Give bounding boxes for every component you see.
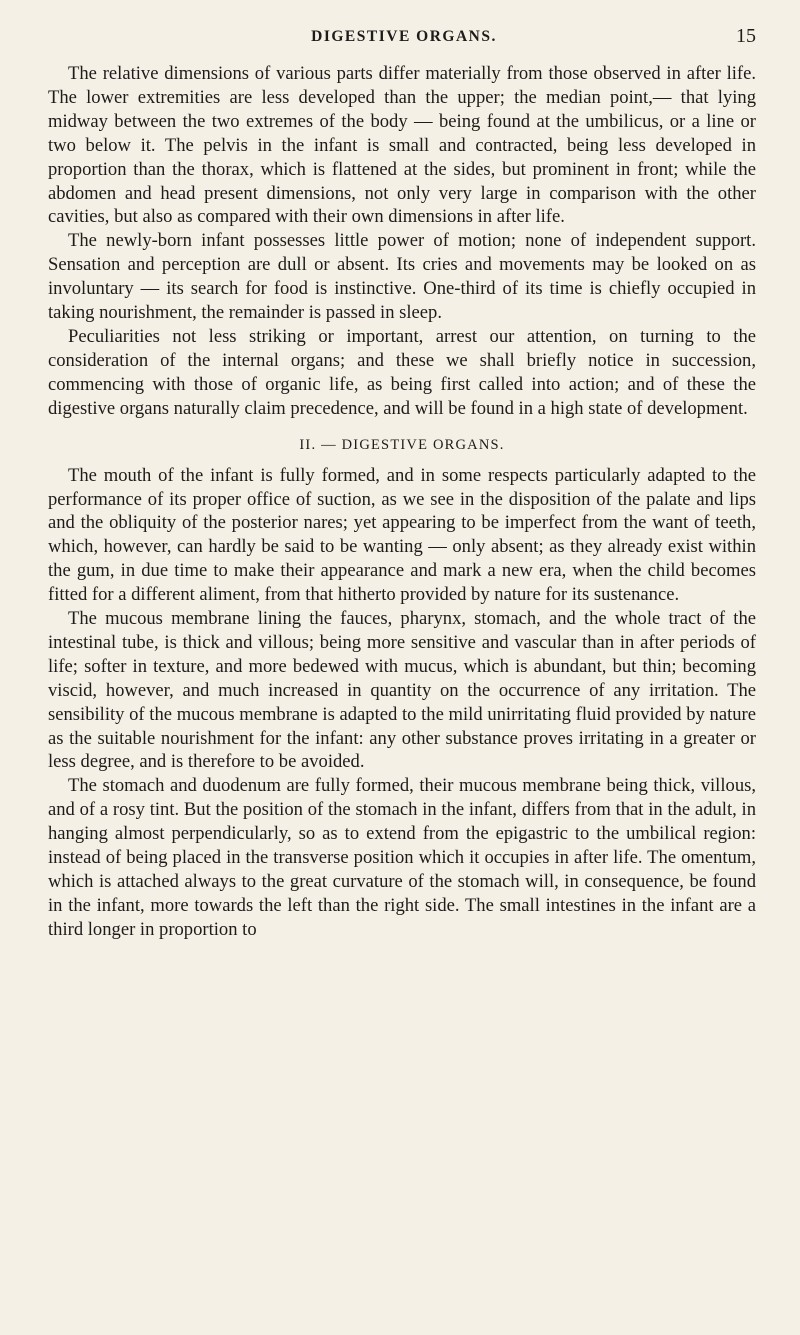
section-heading: II. — DIGESTIVE ORGANS. [299,436,505,453]
paragraph: The mucous membrane lining the fauces, pharynx, stomach, and the whole tract of the intestinal tube, is thick and villous; being more sensitive and vascular than in after periods of life; softer in texture, and more bedewed with mucus, which is abundant, but thin; becoming viscid, however, and much increased in quantity on the occurrence of any irritation. The sensibility of the mucous membrane is adapted to the mild unirritating fluid provided by nature as the suitable nourishment for the infant: any other substance proves irritating in a greater or less degree, and is therefore to be avoided. [48,608,756,773]
running-head [52,25,756,62]
body-text [48,62,756,942]
paragraph: The newly-born infant possesses little power of motion; none of independent support. Sensation and perception are dull or absent. Its cries and movements may be looked on as involuntary — its search for food is instinctive. One-third of its time is chiefly occupied in taking nourishment, the remainder is passed in sleep. [48,230,756,324]
running-title: DIGESTIVE ORGANS. [311,28,497,45]
paragraph: The stomach and duodenum are fully formed, their mucous membrane being thick, villous, and of a rosy tint. But the position of the stomach in the infant, differs from that in the adult, in hanging almost perpendicularly, so as to extend from the epigastric to the umbilical region: instead of being placed in the transverse position which it occupies in after life. The omentum, which is attached always to the great curvature of the stomach will, in consequence, be found in the infant, more towards the left than the right side. The small intestines in the infant are a third longer in proportion to [48,775,756,940]
paragraph: Peculiarities not less striking or important, arrest our attention, on turning to the consideration of the internal organs; and these we shall briefly notice in succession, commencing with those of organic life, as being first called into action; and of these the digestive organs naturally claim precedence, and will be found in a high state of development. [48,325,756,419]
page-number: 15 [736,25,756,47]
paragraph: The mouth of the infant is fully formed, and in some respects particularly adapted to the performance of its proper office of suction, as we see in the disposition of the palate and lips and the obliquity of the posterior nares; yet appearing to be imperfect from the want of teeth, which, however, can hardly be said to be wanting — only absent; as they already exist within the gum, in due time to make their appearance and mark a new era, when the child becomes fitted for a different aliment, from that hitherto provided by nature for its sustenance. [48,464,756,606]
paragraph: The relative dimensions of various parts differ materially from those observed in after life. The lower extremities are less developed than the upper; the median point,— that lying midway between the two extremes of the body — being found at the umbilicus, or a line or two below it. The pelvis in the infant is small and contracted, being less developed in proportion than the thorax, which is flattened at the sides, but prominent in front; while the abdomen and head present dimensions, not only very large in comparison with the other cavities, but also as compared with their own dimensions in after life. [48,63,756,228]
